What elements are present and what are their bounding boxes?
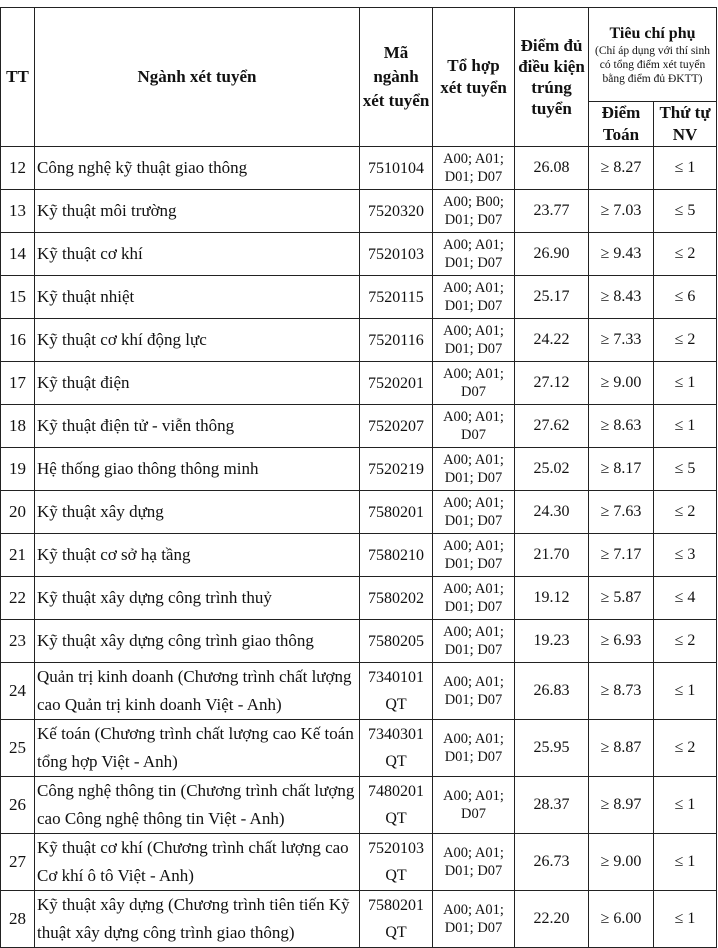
admission-score: 26.73 (515, 834, 589, 891)
row-number: 23 (1, 620, 35, 663)
row-number: 19 (1, 448, 35, 491)
admission-score: 24.22 (515, 319, 589, 362)
major-name: Kỹ thuật cơ sở hạ tầng (35, 534, 360, 577)
preference-order: ≤ 2 (654, 319, 717, 362)
row-number: 16 (1, 319, 35, 362)
header-code: Mã ngành xét tuyển (360, 8, 433, 147)
table-row (1, 319, 717, 362)
admission-score: 25.95 (515, 720, 589, 777)
subject-combination: A00; A01; D01; D07 (433, 577, 515, 620)
math-criterion: ≥ 8.73 (589, 663, 654, 720)
major-name: Kỹ thuật cơ khí động lực (35, 319, 360, 362)
major-code: 7520219 (360, 448, 433, 491)
table-row (1, 405, 717, 448)
major-name: Kỹ thuật cơ khí (35, 233, 360, 276)
admission-score: 25.17 (515, 276, 589, 319)
subject-combination: A00; A01; D01; D07 (433, 891, 515, 948)
admission-score: 26.90 (515, 233, 589, 276)
major-name: Kỹ thuật môi trường (35, 190, 360, 233)
preference-order: ≤ 2 (654, 620, 717, 663)
criteria-note: (Chỉ áp dụng với thí sinh có tổng điểm xét tuyển bằng điểm đủ ĐKTT) (594, 44, 710, 85)
major-code: 7520201 (360, 362, 433, 405)
admission-score: 22.20 (515, 891, 589, 948)
row-number: 21 (1, 534, 35, 577)
admission-score: 24.30 (515, 491, 589, 534)
table-row (1, 777, 717, 834)
table-row (1, 491, 717, 534)
table-row (1, 534, 717, 577)
row-number: 14 (1, 233, 35, 276)
preference-order: ≤ 2 (654, 233, 717, 276)
major-code: 7520116 (360, 319, 433, 362)
table-row (1, 190, 717, 233)
math-criterion: ≥ 9.00 (589, 834, 654, 891)
table-row (1, 834, 717, 891)
major-name: Hệ thống giao thông thông minh (35, 448, 360, 491)
header-combo: Tổ hợp xét tuyển (433, 8, 515, 147)
row-number: 15 (1, 276, 35, 319)
admission-score: 25.02 (515, 448, 589, 491)
admission-score: 21.70 (515, 534, 589, 577)
preference-order: ≤ 1 (654, 834, 717, 891)
math-criterion: ≥ 8.17 (589, 448, 654, 491)
major-code: 7520103 QT (360, 834, 433, 891)
admission-scores-table (0, 7, 717, 948)
major-name: Công nghệ thông tin (Chương trình chất lượng cao Công nghệ thông tin Việt - Anh) (35, 777, 360, 834)
preference-order: ≤ 3 (654, 534, 717, 577)
preference-order: ≤ 4 (654, 577, 717, 620)
major-name: Kỹ thuật điện (35, 362, 360, 405)
math-criterion: ≥ 8.63 (589, 405, 654, 448)
subject-combination: A00; A01; D01; D07 (433, 491, 515, 534)
preference-order: ≤ 2 (654, 491, 717, 534)
major-code: 7340101 QT (360, 663, 433, 720)
subject-combination: A00; A01; D01; D07 (433, 147, 515, 190)
subject-combination: A00; A01; D07 (433, 362, 515, 405)
table-body (1, 147, 717, 948)
header-nv: Thứ tự NV (654, 102, 717, 147)
math-criterion: ≥ 6.93 (589, 620, 654, 663)
preference-order: ≤ 1 (654, 777, 717, 834)
row-number: 17 (1, 362, 35, 405)
math-criterion: ≥ 8.27 (589, 147, 654, 190)
major-name: Kỹ thuật xây dựng công trình thuỷ (35, 577, 360, 620)
major-code: 7580205 (360, 620, 433, 663)
major-code: 7580201 (360, 491, 433, 534)
major-code: 7520103 (360, 233, 433, 276)
row-number: 13 (1, 190, 35, 233)
table-row (1, 620, 717, 663)
preference-order: ≤ 5 (654, 448, 717, 491)
table-row (1, 720, 717, 777)
header-tt: TT (1, 8, 35, 147)
row-number: 22 (1, 577, 35, 620)
major-code: 7580202 (360, 577, 433, 620)
subject-combination: A00; A01; D01; D07 (433, 233, 515, 276)
major-code: 7580210 (360, 534, 433, 577)
major-name: Kỹ thuật nhiệt (35, 276, 360, 319)
preference-order: ≤ 1 (654, 891, 717, 948)
table-row (1, 276, 717, 319)
header-math: Điểm Toán (589, 102, 654, 147)
admission-score: 26.83 (515, 663, 589, 720)
math-criterion: ≥ 7.03 (589, 190, 654, 233)
subject-combination: A00; A01; D01; D07 (433, 620, 515, 663)
table-row (1, 577, 717, 620)
major-name: Kỹ thuật điện tử - viễn thông (35, 405, 360, 448)
math-criterion: ≥ 5.87 (589, 577, 654, 620)
table-row (1, 448, 717, 491)
row-number: 28 (1, 891, 35, 948)
subject-combination: A00; B00; D01; D07 (433, 190, 515, 233)
subject-combination: A00; A01; D01; D07 (433, 448, 515, 491)
row-number: 20 (1, 491, 35, 534)
subject-combination: A00; A01; D01; D07 (433, 319, 515, 362)
admission-score: 28.37 (515, 777, 589, 834)
math-criterion: ≥ 8.87 (589, 720, 654, 777)
subject-combination: A00; A01; D07 (433, 777, 515, 834)
admission-score: 19.12 (515, 577, 589, 620)
major-name: Công nghệ kỹ thuật giao thông (35, 147, 360, 190)
table-row (1, 362, 717, 405)
criteria-title: Tiêu chí phụ (609, 24, 696, 42)
header-criteria (589, 8, 717, 102)
row-number: 26 (1, 777, 35, 834)
major-code: 7520320 (360, 190, 433, 233)
row-number: 18 (1, 405, 35, 448)
row-number: 27 (1, 834, 35, 891)
admission-score: 27.12 (515, 362, 589, 405)
math-criterion: ≥ 8.97 (589, 777, 654, 834)
table-row (1, 663, 717, 720)
major-code: 7520207 (360, 405, 433, 448)
header-major: Ngành xét tuyển (35, 8, 360, 147)
subject-combination: A00; A01; D01; D07 (433, 720, 515, 777)
math-criterion: ≥ 7.63 (589, 491, 654, 534)
math-criterion: ≥ 7.17 (589, 534, 654, 577)
admission-score: 26.08 (515, 147, 589, 190)
preference-order: ≤ 2 (654, 720, 717, 777)
math-criterion: ≥ 7.33 (589, 319, 654, 362)
admission-score: 27.62 (515, 405, 589, 448)
table-row (1, 147, 717, 190)
preference-order: ≤ 5 (654, 190, 717, 233)
header-score: Điểm đủ điều kiện trúng tuyển (515, 8, 589, 147)
major-code: 7510104 (360, 147, 433, 190)
math-criterion: ≥ 9.00 (589, 362, 654, 405)
subject-combination: A00; A01; D01; D07 (433, 663, 515, 720)
math-criterion: ≥ 8.43 (589, 276, 654, 319)
table-row (1, 891, 717, 948)
subject-combination: A00; A01; D01; D07 (433, 534, 515, 577)
subject-combination: A00; A01; D07 (433, 405, 515, 448)
subject-combination: A00; A01; D01; D07 (433, 276, 515, 319)
major-code: 7520115 (360, 276, 433, 319)
major-name: Kế toán (Chương trình chất lượng cao Kế toán tổng hợp Việt - Anh) (35, 720, 360, 777)
major-code: 7480201 QT (360, 777, 433, 834)
major-name: Kỹ thuật xây dựng (Chương trình tiên tiến Kỹ thuật xây dựng công trình giao thông) (35, 891, 360, 948)
major-name: Kỹ thuật xây dựng công trình giao thông (35, 620, 360, 663)
row-number: 12 (1, 147, 35, 190)
math-criterion: ≥ 6.00 (589, 891, 654, 948)
major-name: Quản trị kinh doanh (Chương trình chất lượng cao Quản trị kinh doanh Việt - Anh) (35, 663, 360, 720)
preference-order: ≤ 1 (654, 663, 717, 720)
preference-order: ≤ 1 (654, 405, 717, 448)
preference-order: ≤ 1 (654, 147, 717, 190)
major-code: 7580201 QT (360, 891, 433, 948)
math-criterion: ≥ 9.43 (589, 233, 654, 276)
major-code: 7340301 QT (360, 720, 433, 777)
row-number: 24 (1, 663, 35, 720)
major-name: Kỹ thuật cơ khí (Chương trình chất lượng cao Cơ khí ô tô Việt - Anh) (35, 834, 360, 891)
major-name: Kỹ thuật xây dựng (35, 491, 360, 534)
row-number: 25 (1, 720, 35, 777)
subject-combination: A00; A01; D01; D07 (433, 834, 515, 891)
admission-score: 23.77 (515, 190, 589, 233)
preference-order: ≤ 6 (654, 276, 717, 319)
table-row (1, 233, 717, 276)
admission-score: 19.23 (515, 620, 589, 663)
preference-order: ≤ 1 (654, 362, 717, 405)
